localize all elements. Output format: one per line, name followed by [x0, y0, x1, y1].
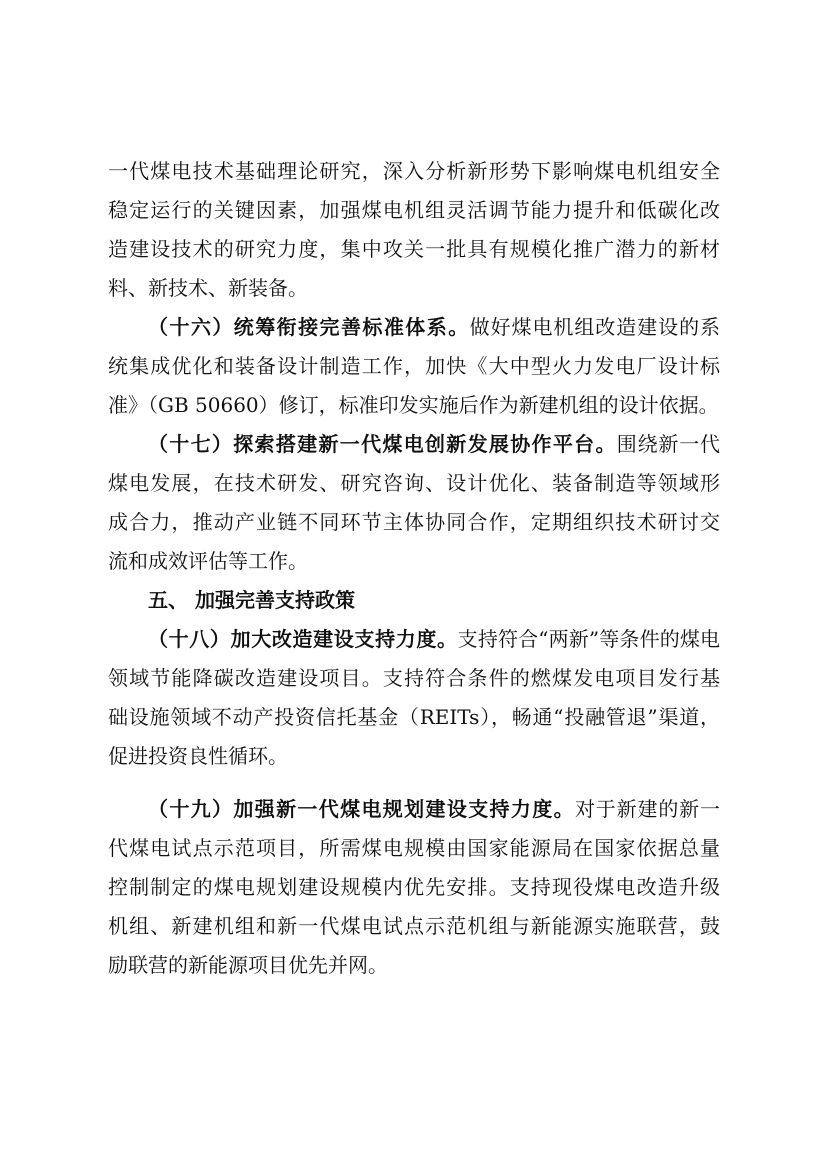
text-line: 一代煤电技术基础理论研究，深入分析新形势下影响煤电机组安全 — [108, 159, 720, 183]
section-lead-17: （十七）探索搭建新一代煤电创新发展协作平台。 — [148, 432, 617, 456]
text-fragment: 做好煤电机组改造建设的系 — [469, 315, 721, 339]
text-line: 励联营的新能源项目优先并网。 — [108, 953, 388, 977]
paragraph-19 — [108, 790, 720, 985]
text-line: 流和成效评估等工作。 — [108, 549, 308, 573]
text-line — [108, 308, 720, 347]
text-line: 准》（GB 50660）修订，标准印发实施后作为新建机组的设计依据。 — [108, 393, 719, 417]
heading-text: 五、 加强完善支持政策 — [148, 588, 355, 612]
text-line: 领域节能降碳改造建设项目。支持符合条件的燃煤发电项目发行基 — [108, 666, 720, 690]
paragraph-research — [108, 152, 720, 308]
text-line — [108, 425, 720, 464]
text-line: 机组、新建机组和新一代煤电试点示范机组与新能源实施联营，鼓 — [108, 914, 720, 938]
paragraph-18 — [108, 620, 720, 776]
paragraph-17 — [108, 425, 720, 581]
text-line: 料、新技术、新装备。 — [108, 276, 308, 300]
text-line — [108, 620, 720, 659]
section-heading — [108, 581, 720, 620]
text-line: 成合力，推动产业链不同环节主体协同合作，定期组织技术研讨交 — [108, 510, 720, 534]
text-line: 煤电发展，在技术研发、研究咨询、设计优化、装备制造等领域形 — [108, 471, 720, 495]
paragraph-spacer — [108, 776, 720, 790]
section-lead-19: （十九）加强新一代煤电规划建设支持力度。 — [148, 797, 575, 821]
document-page — [108, 152, 720, 985]
paragraph-16 — [108, 308, 720, 425]
text-line: 稳定运行的关键因素，加强煤电机组灵活调节能力提升和低碳化改 — [108, 198, 720, 222]
text-line — [108, 790, 720, 829]
text-fragment: 对于新建的新一 — [574, 797, 721, 821]
text-fragment: 围绕新一代 — [616, 432, 721, 456]
section-lead-18: （十八）加大改造建设支持力度。 — [148, 627, 458, 651]
text-line: 促进投资良性循环。 — [108, 744, 288, 768]
text-line: 控制制定的煤电规划建设规模内优先安排。支持现役煤电改造升级 — [108, 875, 720, 899]
text-line: 造建设技术的研究力度，集中攻关一批具有规模化推广潜力的新材 — [108, 237, 720, 261]
section-lead-16: （十六）统筹衔接完善标准体系。 — [148, 315, 470, 339]
text-fragment: 支持符合“两新”等条件的煤电 — [457, 627, 720, 651]
text-line: 础设施领域不动产投资信托基金（REITs），畅通“投融管退”渠道， — [108, 705, 720, 729]
text-line: 代煤电试点示范项目，所需煤电规模由国家能源局在国家依据总量 — [108, 836, 720, 860]
text-line: 统集成优化和装备设计制造工作，加快《大中型火力发电厂设计标 — [108, 354, 720, 378]
